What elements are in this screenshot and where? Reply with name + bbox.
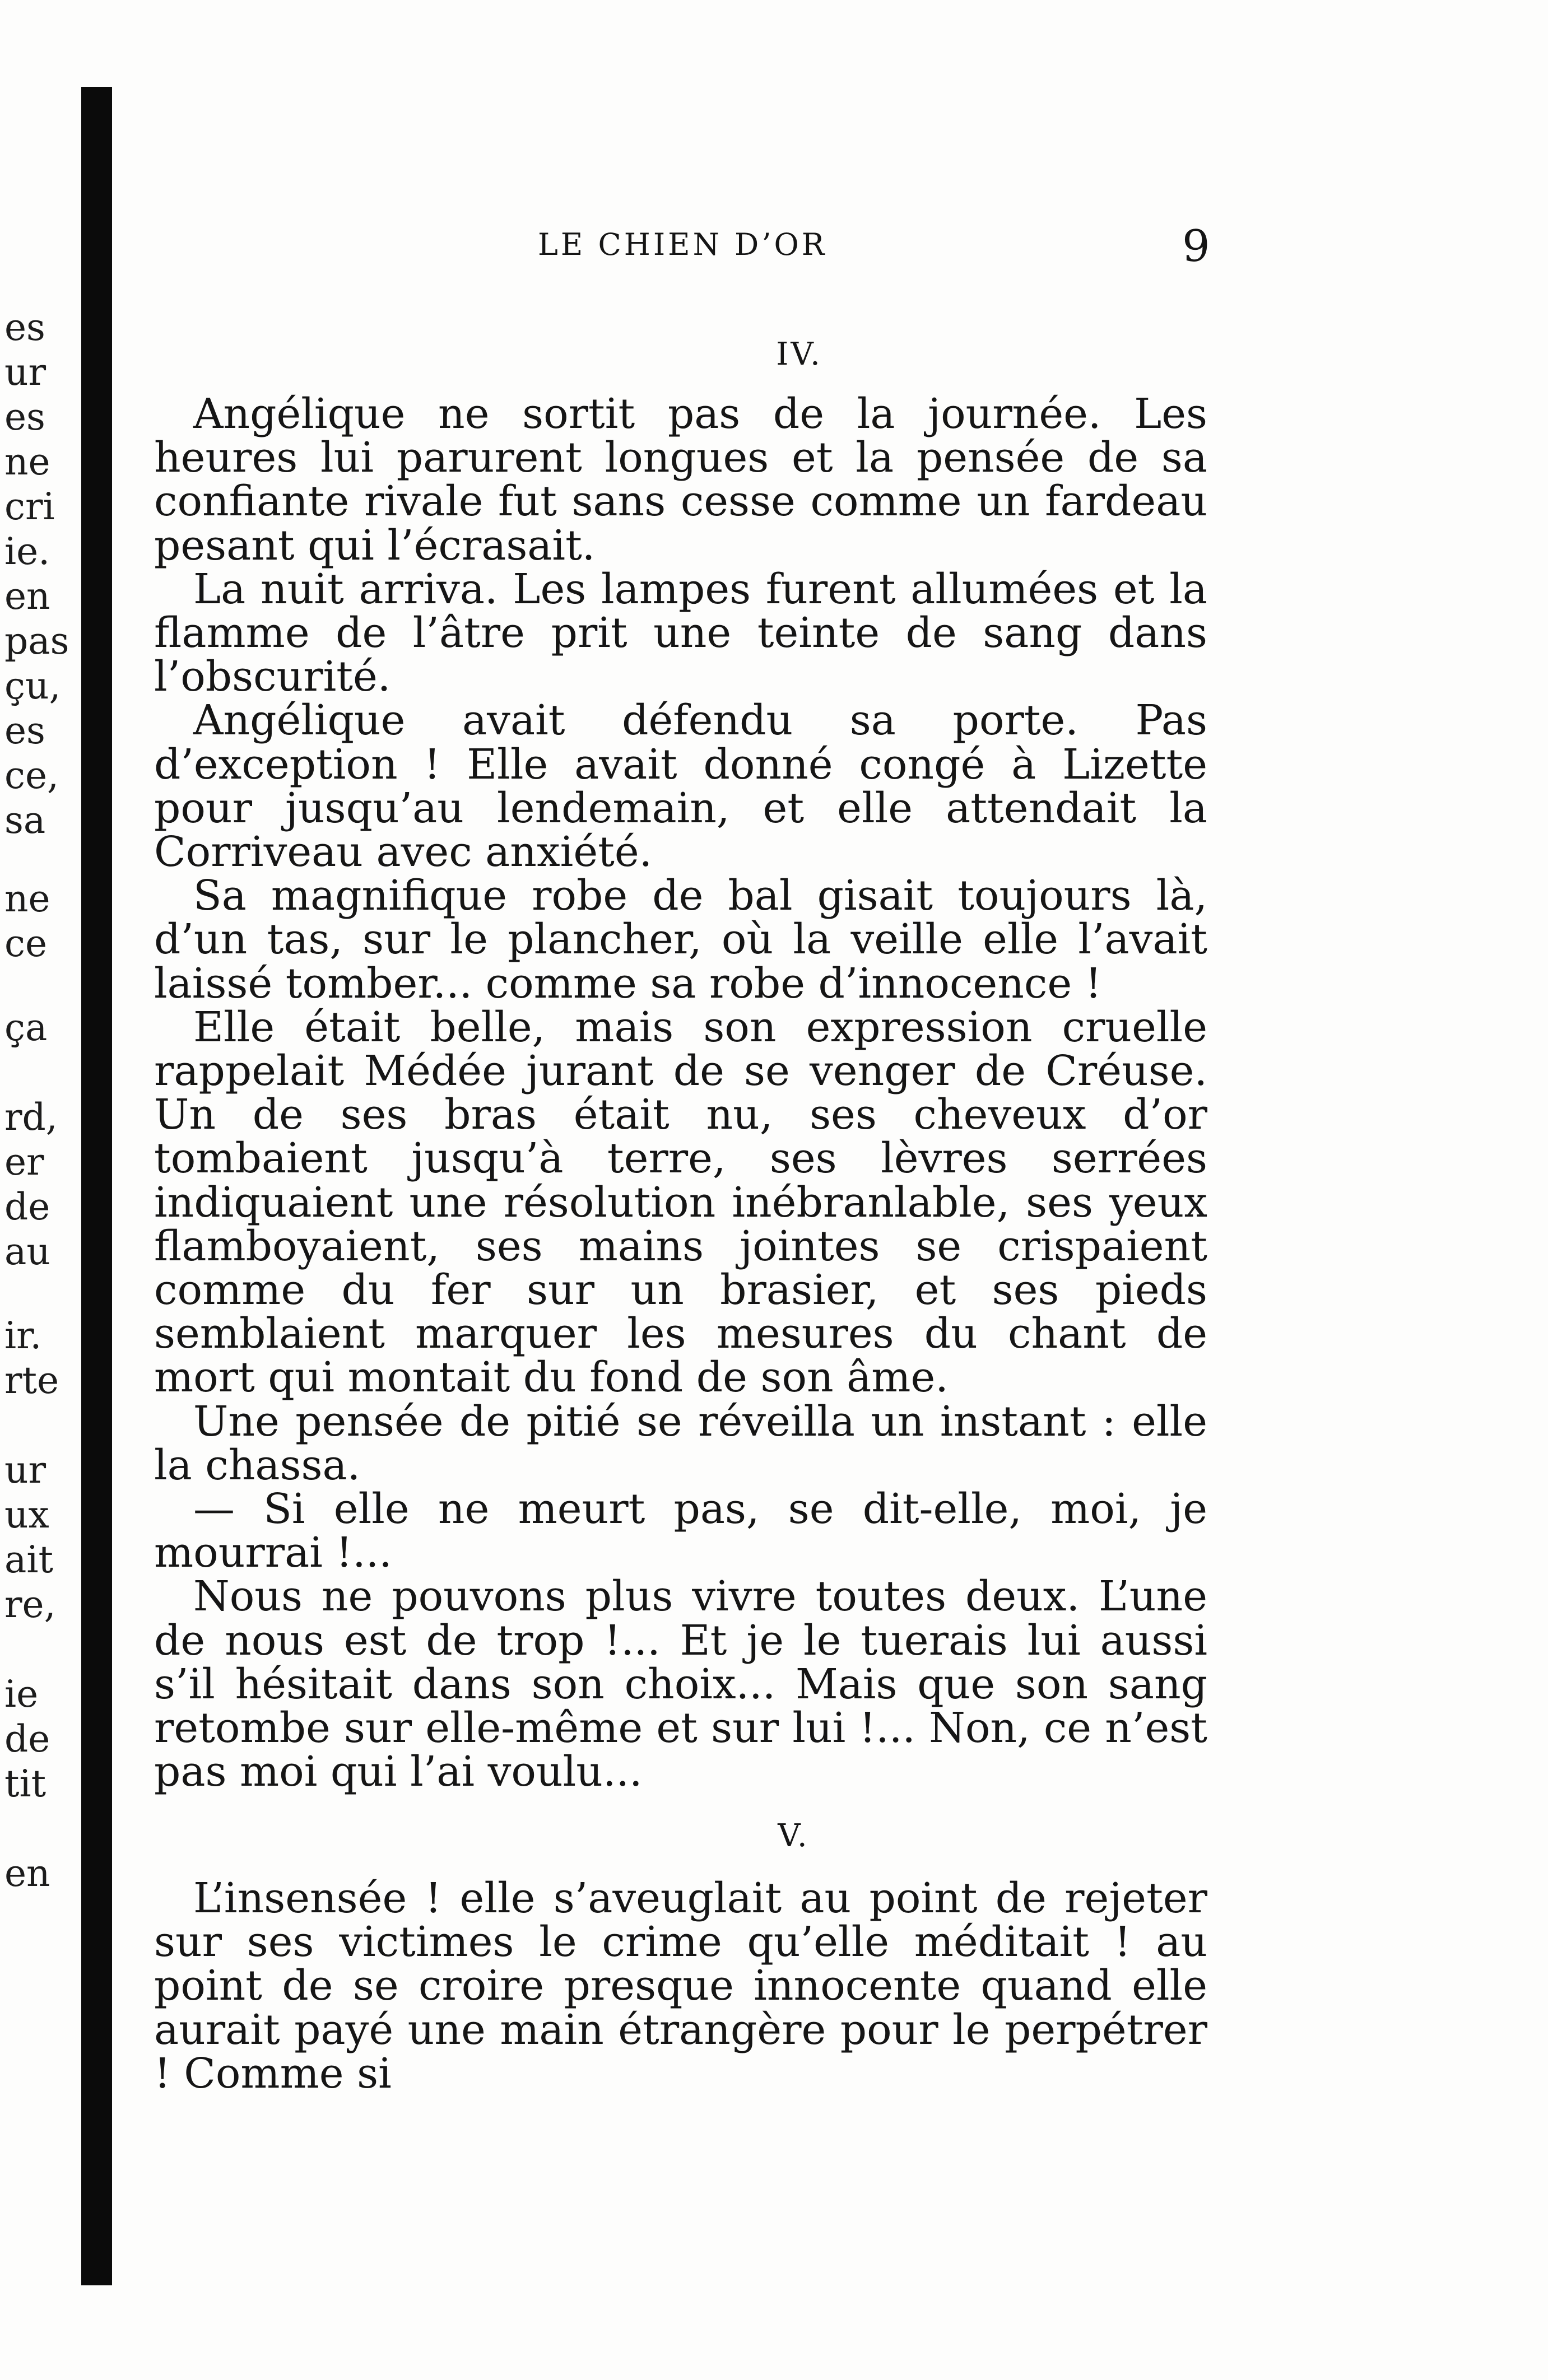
- paragraph: L’insensée ! elle s’aveuglait au point de rejeter sur ses victimes le crime qu’elle méditait ! au point de se croire presque innocente quand elle aurait payé une main étrangère pour le perpétrer ! Comme si: [154, 1874, 1207, 2098]
- fragment: rd,: [4, 1096, 58, 1139]
- fragment: ne: [4, 877, 50, 920]
- fragment: es: [4, 306, 45, 349]
- fragment: er: [4, 1140, 44, 1184]
- fragment: ur: [4, 1449, 47, 1492]
- fragment: ux: [4, 1493, 49, 1536]
- running-title: LE CHIEN D’OR: [538, 227, 828, 262]
- binding-shadow: [81, 87, 112, 2285]
- paragraph: Sa magnifique robe de bal gisait toujours là, d’un tas, sur le plancher, où la veille elle l’avait laissé tomber... comme sa robe d’innocence !: [154, 872, 1207, 1008]
- fragment: ie.: [4, 530, 50, 573]
- section-heading: V.: [778, 1818, 810, 1854]
- page-number: 9: [1182, 221, 1210, 272]
- fragment: re,: [4, 1583, 56, 1626]
- paragraph: Angélique avait défendu sa porte. Pas d’exception ! Elle avait donné congé à Lizette pour jusqu’au lendemain, et elle attendait la Corriveau avec anxiété.: [154, 696, 1207, 877]
- fragment: au: [4, 1230, 50, 1273]
- fragment: es: [4, 709, 45, 752]
- fragment: en: [4, 575, 50, 618]
- fragment: de: [4, 1717, 50, 1760]
- section-body: [154, 1874, 1207, 2098]
- fragment: tit: [4, 1762, 47, 1805]
- fragment: ur: [4, 351, 47, 394]
- section-heading: IV.: [776, 336, 822, 372]
- fragment: rte: [4, 1359, 59, 1402]
- fragment: pas: [4, 620, 69, 663]
- paragraph: Une pensée de pitié se réveilla un instant : elle la chassa.: [154, 1397, 1207, 1489]
- section-body: [154, 392, 1207, 1794]
- fragment: ce,: [4, 754, 59, 797]
- fragment: ait: [4, 1538, 53, 1581]
- fragment: ie: [4, 1673, 39, 1716]
- fragment: es: [4, 395, 45, 439]
- paragraph: Angélique ne sortit pas de la journée. Les heures lui parurent longues et la pensée de sa confiante rivale fut sans cesse comme un fardeau pesant qui l’écrasait.: [154, 390, 1207, 570]
- paragraph: Elle était belle, mais son expression cruelle rappelait Médée jurant de se venger de Créuse. Un de ses bras était nu, ses cheveux d’or tombaient jusqu’à terre, ses lèvres serrées indiquaient une résolution inébranlable, ses yeux flamboyaient, ses mains jointes se crispaient comme du fer sur un brasier, et ses pieds semblaient marquer les mesures du chant de mort qui montait du fond de son âme.: [154, 1003, 1207, 1402]
- fragment: ne: [4, 440, 50, 483]
- adjacent-page-fragments: [0, 305, 76, 1930]
- fragment: en: [4, 1852, 50, 1895]
- paragraph: — Si elle ne meurt pas, se dit-elle, moi, je mourrai !...: [154, 1485, 1207, 1577]
- fragment: ir.: [4, 1314, 42, 1357]
- fragment: de: [4, 1185, 50, 1228]
- fragment: ça: [4, 1006, 48, 1049]
- fragment: ce: [4, 922, 48, 965]
- fragment: çu,: [4, 664, 61, 707]
- fragment: cri: [4, 485, 55, 528]
- paragraph: La nuit arriva. Les lampes furent allumées et la flamme de l’âtre prit une teinte de sang dans l’obscurité.: [154, 565, 1207, 701]
- fragment: sa: [4, 799, 46, 842]
- paragraph: Nous ne pouvons plus vivre toutes deux. L’une de nous est de trop !... Et je le tuerais lui aussi s’il hésitait dans son choix... Mais que son sang retombe sur elle-même et sur lui !... Non, ce n’est pas moi qui l’ai voulu...: [154, 1572, 1207, 1796]
- running-head: [0, 221, 1548, 272]
